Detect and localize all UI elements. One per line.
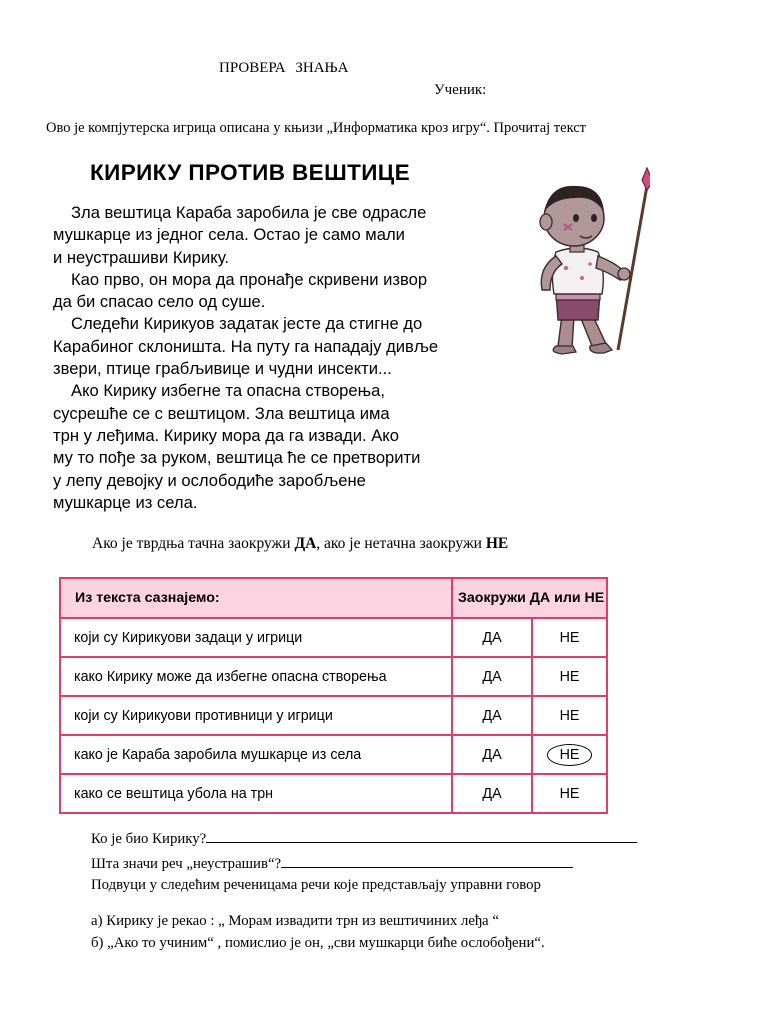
sentence-b: б) „Ако то учиним“ , помислио је он, „сви мушкарци биће ослобођени“. bbox=[91, 935, 545, 951]
instructions-text: , ако је нетачна заокружи bbox=[316, 535, 486, 552]
story-line: Ако Кирику избегне та опасна створења, bbox=[71, 381, 385, 401]
table-row bbox=[60, 735, 607, 774]
no-option-circled[interactable] bbox=[532, 735, 607, 774]
statement-cell: како је Караба заробила мушкарце из села bbox=[60, 735, 452, 774]
story-line: звери, птице грабљивице и чудни инсекти... bbox=[53, 359, 392, 379]
story-line: Следећи Кирикуов задатак јесте да стигне до bbox=[71, 314, 423, 334]
question-text: Ко је био Кирику? bbox=[91, 831, 207, 847]
statement-cell: који су Кирикуови задаци у игрици bbox=[60, 618, 452, 657]
story-title: КИРИКУ ПРОТИВ ВЕШТИЦЕ bbox=[90, 160, 411, 185]
no-option[interactable]: НЕ bbox=[532, 657, 607, 696]
intro-text: Ово је компјутерска игрица описана у књизи „Информатика кроз игру“. Прочитај текст bbox=[46, 120, 587, 136]
no-option[interactable]: НЕ bbox=[532, 618, 607, 657]
story-line: му то пође за руком, вештица ће се претворити bbox=[53, 448, 421, 468]
header-choice: Заокружи ДА или НЕ bbox=[452, 578, 607, 618]
statement-cell: који су Кирикуови противници у игрици bbox=[60, 696, 452, 735]
statement-cell: како се вештица убола на трн bbox=[60, 774, 452, 813]
instructions-yes: ДА bbox=[294, 535, 317, 552]
story-line: Зла вештица Караба заробила је све одрасле bbox=[71, 203, 427, 222]
story-line: сусрешће се с вештицом. Зла вештица има bbox=[53, 403, 390, 423]
story-text bbox=[53, 202, 438, 514]
question-1 bbox=[91, 828, 637, 848]
page-title: ПРОВЕРА ЗНАЊА bbox=[219, 60, 349, 76]
no-option[interactable]: НЕ bbox=[532, 696, 607, 735]
answer-line-2[interactable] bbox=[281, 853, 573, 868]
kiriku-illustration bbox=[520, 160, 650, 360]
story-line: мушкарце из једног села. Остао је само мали bbox=[53, 225, 405, 245]
instructions bbox=[92, 535, 508, 553]
statement-cell: како Кирику може да избегне опасна створења bbox=[60, 657, 452, 696]
true-false-table bbox=[59, 577, 608, 814]
answer-line-1[interactable] bbox=[206, 828, 637, 843]
yes-option[interactable]: ДА bbox=[452, 696, 532, 735]
yes-option[interactable]: ДА bbox=[452, 618, 532, 657]
question-text: Шта значи реч „неустрашив“? bbox=[91, 856, 282, 872]
story-line: Као прво, он мора да пронађе скривени извор bbox=[71, 269, 428, 289]
question-2 bbox=[91, 853, 573, 873]
story-line: Карабиног склоништа. На путу га нападају дивље bbox=[53, 336, 439, 356]
yes-option[interactable]: ДА bbox=[452, 774, 532, 813]
instructions-text: Ако је тврдња тачна заокружи bbox=[92, 535, 295, 552]
story-line: да би спасао село од суше. bbox=[53, 292, 266, 312]
table-row bbox=[60, 774, 607, 813]
table-row bbox=[60, 696, 607, 735]
story-line: у лепу девојку и ослободиће заробљене bbox=[53, 470, 366, 490]
student-label: Ученик: bbox=[434, 82, 487, 98]
story-line: и неустрашиви Кирику. bbox=[53, 247, 229, 267]
story-line: мушкарце из села. bbox=[53, 492, 198, 512]
table-row bbox=[60, 657, 607, 696]
header-statement: Из текста сазнајемо: bbox=[60, 578, 452, 618]
table-header-row bbox=[60, 578, 607, 618]
table-row bbox=[60, 618, 607, 657]
sentence-a: а) Кирику је рекао : „ Морам извадити трн из вештичиних леђа “ bbox=[91, 913, 499, 929]
circled-answer: НЕ bbox=[547, 744, 593, 766]
yes-option[interactable]: ДА bbox=[452, 657, 532, 696]
no-option[interactable]: НЕ bbox=[532, 774, 607, 813]
story-line: трн у леђима. Кирику мора да га извади. Ако bbox=[53, 425, 399, 445]
instructions-no: НЕ bbox=[485, 535, 509, 552]
yes-option[interactable]: ДА bbox=[452, 735, 532, 774]
question-3: Подвуци у следећим реченицама речи које представљају управни говор bbox=[91, 877, 541, 893]
